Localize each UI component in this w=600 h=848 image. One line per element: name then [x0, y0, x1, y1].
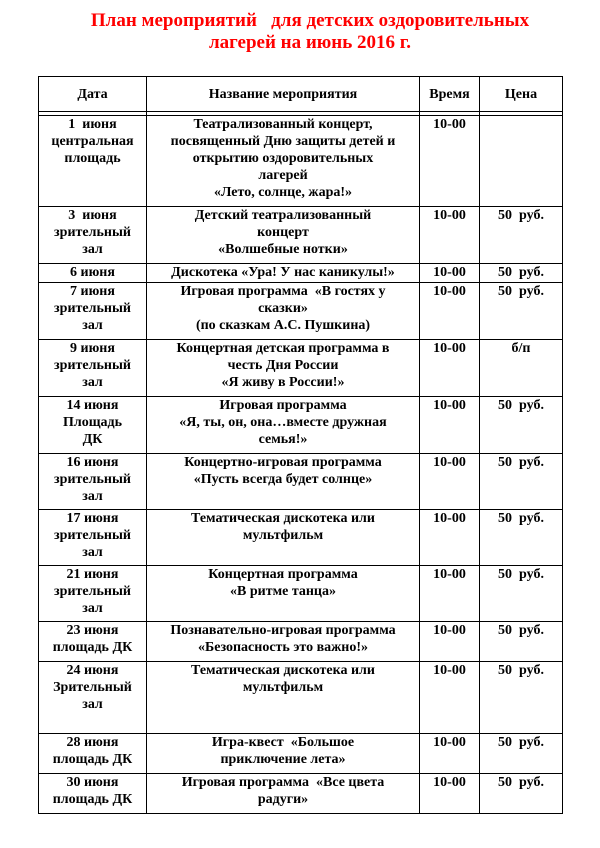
event-cell-line: семья!» [258, 432, 308, 447]
date-cell-line: зал [82, 601, 103, 616]
price-cell-text: 50 руб. [498, 398, 544, 413]
event-cell-line: честь Дня России [227, 358, 339, 373]
time-cell-text: 10-00 [433, 511, 466, 526]
event-cell [147, 734, 420, 774]
event-cell-line: Игровая программа «В гостях у [180, 284, 386, 299]
time-cell [420, 510, 480, 566]
table-row [39, 454, 563, 510]
time-cell [420, 340, 480, 397]
price-cell-text: 50 руб. [498, 663, 544, 678]
price-cell-text: 50 руб. [498, 208, 544, 223]
date-cell-line: зрительный [54, 472, 131, 487]
event-cell-line: «Волшебные нотки» [218, 242, 348, 257]
event-cell-line: мультфильм [242, 528, 324, 543]
price-cell-text: 50 руб. [498, 265, 544, 280]
date-cell-line: зал [82, 318, 103, 333]
table-row [39, 734, 563, 774]
event-cell [147, 397, 420, 454]
date-cell [39, 264, 147, 283]
time-cell [420, 662, 480, 734]
header-date: Дата [39, 77, 147, 112]
price-cell [480, 774, 563, 814]
time-cell-text: 10-00 [433, 623, 466, 638]
date-cell [39, 454, 147, 510]
date-cell-line: 30 июня [66, 775, 119, 790]
date-cell-line: 7 июня [70, 284, 115, 299]
event-cell-line: «Безопасность это важно!» [197, 640, 369, 655]
price-cell-text: 50 руб. [498, 284, 544, 299]
time-cell-text: 10-00 [433, 775, 466, 790]
time-cell-text: 10-00 [433, 398, 466, 413]
event-cell-line: приключение лета» [220, 752, 346, 767]
table-row [39, 662, 563, 734]
date-cell-line: 17 июня [66, 511, 119, 526]
table-row [39, 207, 563, 264]
event-cell-line: Игра-квест «Большое [211, 735, 355, 750]
price-cell-text: 50 руб. [498, 775, 544, 790]
event-cell-line: «В ритме танца» [230, 584, 336, 599]
event-cell-line: радуги» [257, 792, 309, 807]
date-cell-line: зал [82, 489, 103, 504]
date-cell-line: 24 июня [66, 663, 119, 678]
event-cell [147, 116, 420, 207]
date-cell-line: 14 июня [66, 398, 119, 413]
time-cell-text: 10-00 [433, 341, 466, 356]
date-cell-line: Зрительный [53, 680, 132, 695]
date-cell-line: площадь ДК [52, 752, 133, 767]
time-cell-text: 10-00 [433, 284, 466, 299]
date-cell-line: зал [82, 697, 103, 712]
event-cell-line: «Пусть всегда будет солнце» [193, 472, 373, 487]
date-cell [39, 510, 147, 566]
date-cell-line: зрительный [54, 358, 131, 373]
date-cell [39, 566, 147, 622]
date-cell-line: зал [82, 242, 103, 257]
date-cell [39, 397, 147, 454]
date-cell-line: центральная [51, 134, 134, 149]
date-cell-line: площадь [64, 151, 121, 166]
date-cell [39, 116, 147, 207]
event-cell-line: Концертно-игровая программа [184, 455, 382, 470]
price-cell [480, 116, 563, 207]
event-cell-line: «Я живу в России!» [221, 375, 345, 390]
event-cell [147, 566, 420, 622]
time-cell-text: 10-00 [433, 735, 466, 750]
date-cell-line: Площадь [62, 415, 123, 430]
time-cell [420, 734, 480, 774]
date-cell-line: зрительный [54, 225, 131, 240]
event-cell-line: Тематическая дискотека или [191, 511, 375, 526]
date-cell-line: площадь ДК [52, 640, 133, 655]
table-row [39, 622, 563, 662]
time-cell [420, 566, 480, 622]
event-cell-line: лагерей [258, 168, 308, 183]
price-cell [480, 264, 563, 283]
price-cell-text: б/п [511, 341, 531, 356]
event-cell-line: Концертная детская программа в [176, 341, 390, 356]
time-cell-text: 10-00 [433, 265, 466, 280]
event-cell [147, 774, 420, 814]
event-cell-line: сказки» [258, 301, 308, 316]
event-cell [147, 264, 420, 283]
header-row [39, 77, 563, 112]
title-line-1: План мероприятий для детских оздоровительных [90, 10, 530, 31]
price-cell-text: 50 руб. [498, 455, 544, 470]
date-cell-line: зрительный [54, 584, 131, 599]
date-cell-line: 28 июня [66, 735, 119, 750]
event-cell [147, 454, 420, 510]
date-cell-line: 9 июня [70, 341, 115, 356]
event-cell-line: Тематическая дискотека или [191, 663, 375, 678]
table-row [39, 264, 563, 283]
event-cell [147, 207, 420, 264]
price-cell [480, 622, 563, 662]
price-cell [480, 566, 563, 622]
price-cell [480, 397, 563, 454]
price-cell [480, 454, 563, 510]
event-cell-line: посвященный Дню защиты детей и [170, 134, 396, 149]
price-cell [480, 340, 563, 397]
header-time: Время [420, 77, 480, 112]
event-cell [147, 510, 420, 566]
event-cell-line: Дискотека «Ура! У нас каникулы!» [171, 265, 395, 280]
table-row [39, 774, 563, 814]
time-cell-text: 10-00 [433, 663, 466, 678]
table-row [39, 283, 563, 340]
price-cell-text: 50 руб. [498, 623, 544, 638]
event-cell-line: «Лето, солнце, жара!» [213, 185, 353, 200]
date-cell-line: зрительный [54, 301, 131, 316]
time-cell-text: 10-00 [433, 567, 466, 582]
date-cell-line: ДК [82, 432, 103, 447]
date-cell [39, 622, 147, 662]
date-cell-line: зрительный [54, 528, 131, 543]
table-row [39, 566, 563, 622]
events-table [38, 76, 563, 814]
time-cell [420, 116, 480, 207]
event-cell [147, 662, 420, 734]
event-cell-line: Детский театрализованный [194, 208, 372, 223]
event-cell-line: Игровая программа «Все цвета [181, 775, 385, 790]
price-cell-text: 50 руб. [498, 511, 544, 526]
date-cell-line: зал [82, 375, 103, 390]
date-cell-line: 16 июня [66, 455, 119, 470]
page-title [60, 10, 560, 54]
time-cell-text: 10-00 [433, 455, 466, 470]
table-row [39, 116, 563, 207]
date-cell [39, 207, 147, 264]
price-cell [480, 283, 563, 340]
event-cell-line: концерт [257, 225, 309, 240]
price-cell [480, 662, 563, 734]
date-cell [39, 662, 147, 734]
time-cell [420, 207, 480, 264]
time-cell [420, 283, 480, 340]
event-cell-line: Концертная программа [208, 567, 358, 582]
time-cell [420, 622, 480, 662]
table-row [39, 340, 563, 397]
date-cell [39, 283, 147, 340]
event-cell-line: (по сказкам А.С. Пушкина) [195, 318, 371, 333]
time-cell [420, 397, 480, 454]
title-line-2: лагерей на июнь 2016 г. [208, 32, 412, 53]
header-event: Название мероприятия [147, 77, 420, 112]
event-cell-line: открытию оздоровительных [192, 151, 374, 166]
date-cell-line: 3 июня [68, 208, 117, 223]
time-cell [420, 774, 480, 814]
date-cell-line: площадь ДК [52, 792, 133, 807]
price-cell [480, 207, 563, 264]
date-cell [39, 734, 147, 774]
event-cell-line: «Я, ты, он, она…вместе дружная [179, 415, 387, 430]
price-cell-text: 50 руб. [498, 735, 544, 750]
header-price: Цена [480, 77, 563, 112]
time-cell-text: 10-00 [433, 117, 466, 132]
price-cell [480, 510, 563, 566]
time-cell [420, 454, 480, 510]
time-cell-text: 10-00 [433, 208, 466, 223]
table-row [39, 510, 563, 566]
time-cell [420, 264, 480, 283]
event-cell [147, 283, 420, 340]
date-cell-line: 6 июня [70, 265, 115, 280]
table-row [39, 397, 563, 454]
events-body [39, 116, 563, 814]
event-cell [147, 622, 420, 662]
date-cell-line: 21 июня [66, 567, 119, 582]
date-cell [39, 774, 147, 814]
event-cell-line: Игровая программа [219, 398, 347, 413]
event-cell-line: мультфильм [242, 680, 324, 695]
price-cell [480, 734, 563, 774]
event-cell-line: Познавательно-игровая программа [170, 623, 396, 638]
date-cell [39, 340, 147, 397]
event-cell [147, 340, 420, 397]
date-cell-line: 23 июня [66, 623, 119, 638]
date-cell-line: зал [82, 545, 103, 560]
date-cell-line: 1 июня [68, 117, 117, 132]
price-cell-text: 50 руб. [498, 567, 544, 582]
event-cell-line: Театрализованный концерт, [193, 117, 373, 132]
